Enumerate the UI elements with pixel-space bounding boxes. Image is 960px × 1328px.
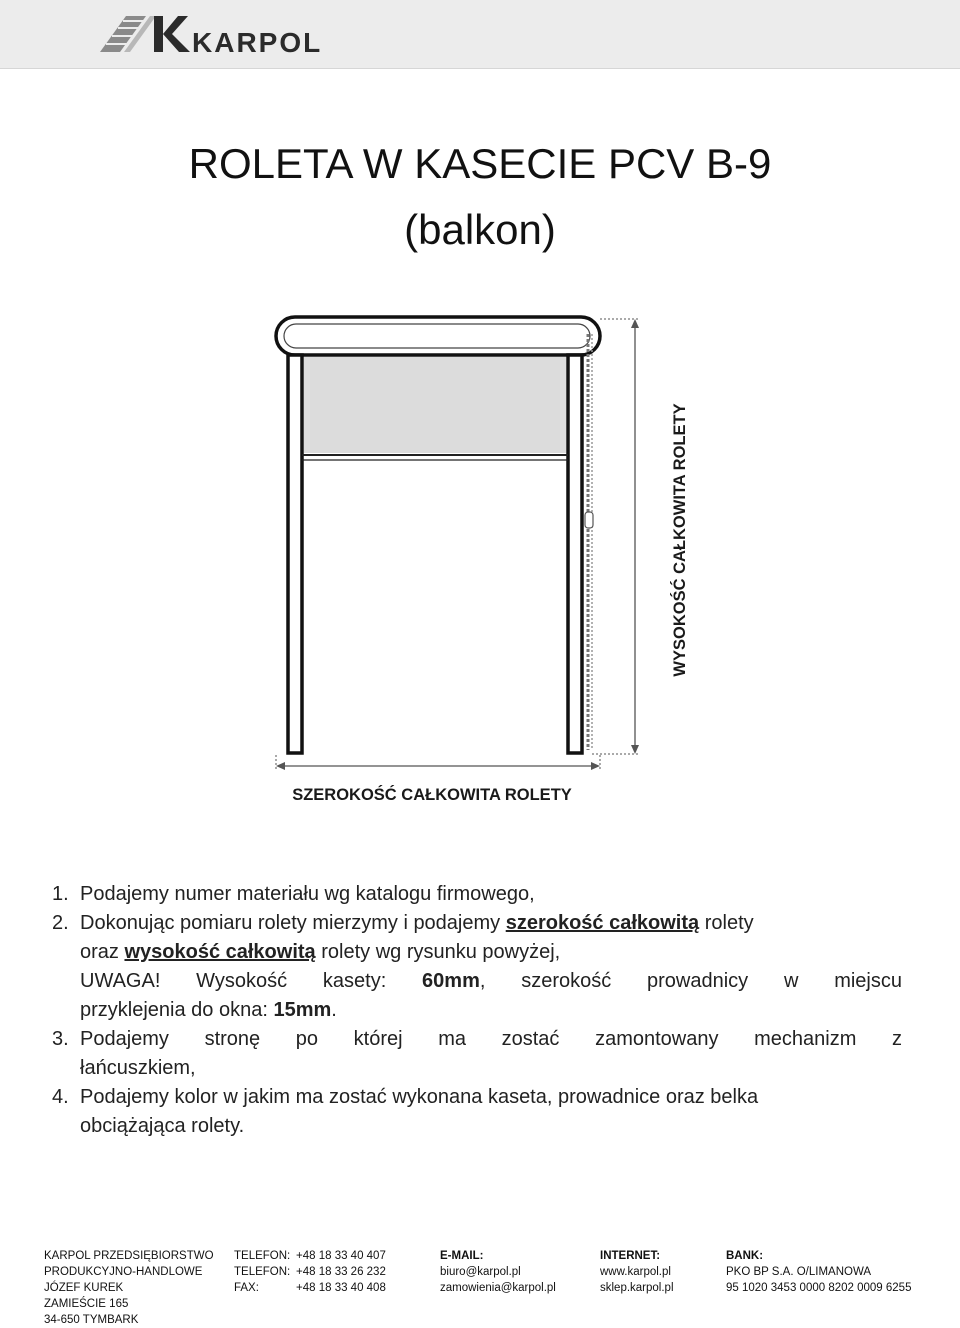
instructions-list <box>52 880 902 1141</box>
list-item <box>52 880 902 909</box>
footer-company: KARPOL PRZEDSIĘBIORSTWO PRODUKCYJNO-HANDLOWE JÓZEF KUREK ZAMIEŚCIE 165 34-650 TYMBARK <box>44 1250 214 1326</box>
cassette-height-value: 60mm <box>422 970 480 992</box>
website-link[interactable]: sklep.karpol.pl <box>600 1282 674 1294</box>
page-title: ROLETA W KASECIE PCV B-9 <box>188 140 772 187</box>
email-link[interactable]: biuro@karpol.pl <box>440 1266 521 1278</box>
note-line: UWAGA! Wysokość kasety: 60mm, szerokość prowadnicy w miejscu <box>80 970 902 992</box>
list-item <box>52 1083 902 1141</box>
item-text: Podajemy kolor w jakim ma zostać wykonana kaseta, prowadnice oraz belka obciążająca rolety. <box>80 1086 759 1137</box>
roller-blind-drawing <box>262 300 702 820</box>
email-link[interactable]: zamowienia@karpol.pl <box>440 1282 556 1294</box>
logo-k-stem <box>154 16 163 52</box>
footer-internet: INTERNET: www.karpol.pl sklep.karpol.pl <box>600 1250 674 1294</box>
header-band <box>0 0 960 69</box>
blind-fabric <box>304 357 566 453</box>
website-link[interactable]: www.karpol.pl <box>600 1266 671 1278</box>
item-number: 2. <box>52 912 69 934</box>
footer-bank: BANK: PKO BP S.A. O/LIMANOWA 95 1020 3453 0000 8202 0009 6255 <box>726 1250 912 1294</box>
height-label: WYSOKOŚĆ CAŁKOWITA ROLETY <box>671 403 689 677</box>
list-item <box>52 1025 902 1083</box>
page-subtitle: (balkon) <box>404 206 556 253</box>
list-item <box>52 909 902 1025</box>
logo-text: KARPOL <box>192 27 323 58</box>
arrow-left-icon <box>276 762 285 770</box>
arrow-up-icon <box>631 319 639 328</box>
item-number: 4. <box>52 1086 69 1108</box>
total-height-emphasis: wysokość całkowitą <box>124 941 316 963</box>
total-width-emphasis: szerokość całkowitą <box>505 912 700 934</box>
guide-width-value: 15mm <box>273 999 332 1021</box>
width-label: SZEROKOŚĆ CAŁKOWITA ROLETY <box>292 786 572 804</box>
item-text: Podajemy stronę po której ma zostać zamontowany mechanizm z łańcuszkiem, <box>80 1028 902 1079</box>
cassette <box>276 317 600 355</box>
item-number: 1. <box>52 883 69 905</box>
item-number: 3. <box>52 1028 69 1050</box>
chain-stopper <box>585 512 593 528</box>
footer-phone-labels: TELEFON: TELEFON: FAX: <box>234 1250 291 1294</box>
item-text: Podajemy numer materiału wg katalogu firmowego, <box>80 883 535 905</box>
item-text: Dokonując pomiaru rolety mierzymy i podajemy szerokość całkowitą rolety oraz wysokość całkowitą rolety wg rysunku powyżej, UWAGA! Wysokość kasety: 60mm, szerokość prowadnicy w miejscu przyklejenia do okna: 15mm. <box>80 912 902 1021</box>
footer-phone-numbers: +48 18 33 40 407 +48 18 33 26 232 +48 18 33 40 408 <box>296 1250 386 1294</box>
arrow-down-icon <box>631 745 639 754</box>
footer-email: E-MAIL: biuro@karpol.pl zamowienia@karpol.pl <box>440 1250 556 1294</box>
karpol-logo <box>96 8 326 58</box>
logo-k-arm <box>163 16 190 52</box>
arrow-right-icon <box>591 762 600 770</box>
left-guide-rail <box>288 355 302 753</box>
logo-stripes-icon <box>100 16 156 52</box>
right-guide-rail <box>568 355 582 753</box>
